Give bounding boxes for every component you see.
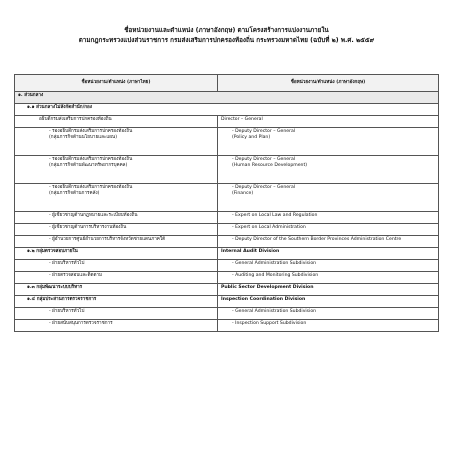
- row-english: - Inspection Support Subdivision: [218, 320, 439, 332]
- row-thai: - ฝ่ายสนับสนุนการตรวจราชการ: [15, 320, 218, 332]
- table-row: [15, 260, 439, 272]
- row-thai: - ผู้เชี่ยวชาญด้านการบริหารงานท้องถิ่น: [15, 224, 218, 236]
- row-english: Director – General: [218, 116, 439, 128]
- row-thai: - ผู้เชี่ยวชาญด้านกฎหมายและระเบียบท้องถิ่น: [15, 212, 218, 224]
- table-row: [15, 272, 439, 284]
- table-row: [15, 184, 439, 212]
- section-central: ๑. ส่วนกลาง: [15, 92, 439, 104]
- positions-table: [14, 74, 439, 332]
- table-row: [15, 236, 439, 248]
- table-row: [15, 156, 439, 184]
- row-thai: - รองอธิบดีกรมส่งเสริมการปกครองท้องถิ่น (กลุ่มภารกิจด้านพัฒนาทรัพยากรบุคคล): [15, 156, 218, 184]
- row-english: - Expert on Local Law and Regulation: [218, 212, 439, 224]
- table-row: [15, 308, 439, 320]
- row-english: - Auditing and Monitoring Subdivision: [218, 272, 439, 284]
- table-row: [15, 248, 439, 260]
- row-english: - Deputy Director – General (Finance): [218, 184, 439, 212]
- header-english: ชื่อหน่วยงาน/ตำแหน่ง (ภาษาอังกฤษ): [218, 75, 439, 92]
- row-thai: - ฝ่ายบริหารทั่วไป: [15, 260, 218, 272]
- doc-title-line1: ชื่อหน่วยงานและตำแหน่ง (ภาษาอังกฤษ) ตามโครงสร้างการแบ่งงานภายใน: [124, 27, 329, 34]
- row-thai: - ฝ่ายบริหารทั่วไป: [15, 308, 218, 320]
- group-inspection-coord-thai: ๑.๔ กลุ่มประสานการตรวจราชการ: [15, 296, 218, 308]
- row-english: - Deputy Director – General (Human Resource Development): [218, 156, 439, 184]
- row-thai: - ผู้อำนวยการศูนย์อำนวยการบริหารจังหวัดชายแดนภาคใต้: [15, 236, 218, 248]
- subsection-central-unaffiliated: ๑.๑ ส่วนกลางไม่สังกัดสำนัก/กอง: [15, 104, 439, 116]
- row-english: - Deputy Director of the Southern Border Provinces Administration Centre: [218, 236, 439, 248]
- row-thai: - รองอธิบดีกรมส่งเสริมการปกครองท้องถิ่น (กลุ่มภารกิจด้านนโยบายและแผน): [15, 128, 218, 156]
- group-inspection-coord-english: Inspection Coordination Division: [218, 296, 439, 308]
- group-public-sector-dev-thai: ๑.๓ กลุ่มพัฒนาระบบบริหาร: [15, 284, 218, 296]
- group-public-sector-dev-english: Public Sector Development Division: [218, 284, 439, 296]
- header-thai: ชื่อหน่วยงาน/ตำแหน่ง (ภาษาไทย): [15, 75, 218, 92]
- row-english: - Deputy Director – General (Policy and Plan): [218, 128, 439, 156]
- row-english: - General Administration Subdivision: [218, 260, 439, 272]
- table-row: [15, 128, 439, 156]
- row-thai: อธิบดีกรมส่งเสริมการปกครองท้องถิ่น: [15, 116, 218, 128]
- table-row: [15, 224, 439, 236]
- table-row: [15, 296, 439, 308]
- group-internal-audit-thai: ๑.๒ กลุ่มตรวจสอบภายใน: [15, 248, 218, 260]
- table-row: [15, 212, 439, 224]
- row-english: - Expert on Local Administration: [218, 224, 439, 236]
- table-row: [15, 284, 439, 296]
- row-thai: - ฝ่ายตรวจสอบและติดตาม: [15, 272, 218, 284]
- row-thai: - รองอธิบดีกรมส่งเสริมการปกครองท้องถิ่น (กลุ่มภารกิจด้านการคลัง): [15, 184, 218, 212]
- doc-title-line2: ตามกฎกระทรวงแบ่งส่วนราชการ กรมส่งเสริมการปกครองท้องถิ่น กระทรวงมหาดไทย (ฉบับที่ ๒) พ.ศ. ๒๕๕๙: [78, 37, 375, 44]
- row-english: - General Administration Subdivision: [218, 308, 439, 320]
- table-row: [15, 116, 439, 128]
- group-internal-audit-english: Internal Audit Division: [218, 248, 439, 260]
- table-row: [15, 320, 439, 332]
